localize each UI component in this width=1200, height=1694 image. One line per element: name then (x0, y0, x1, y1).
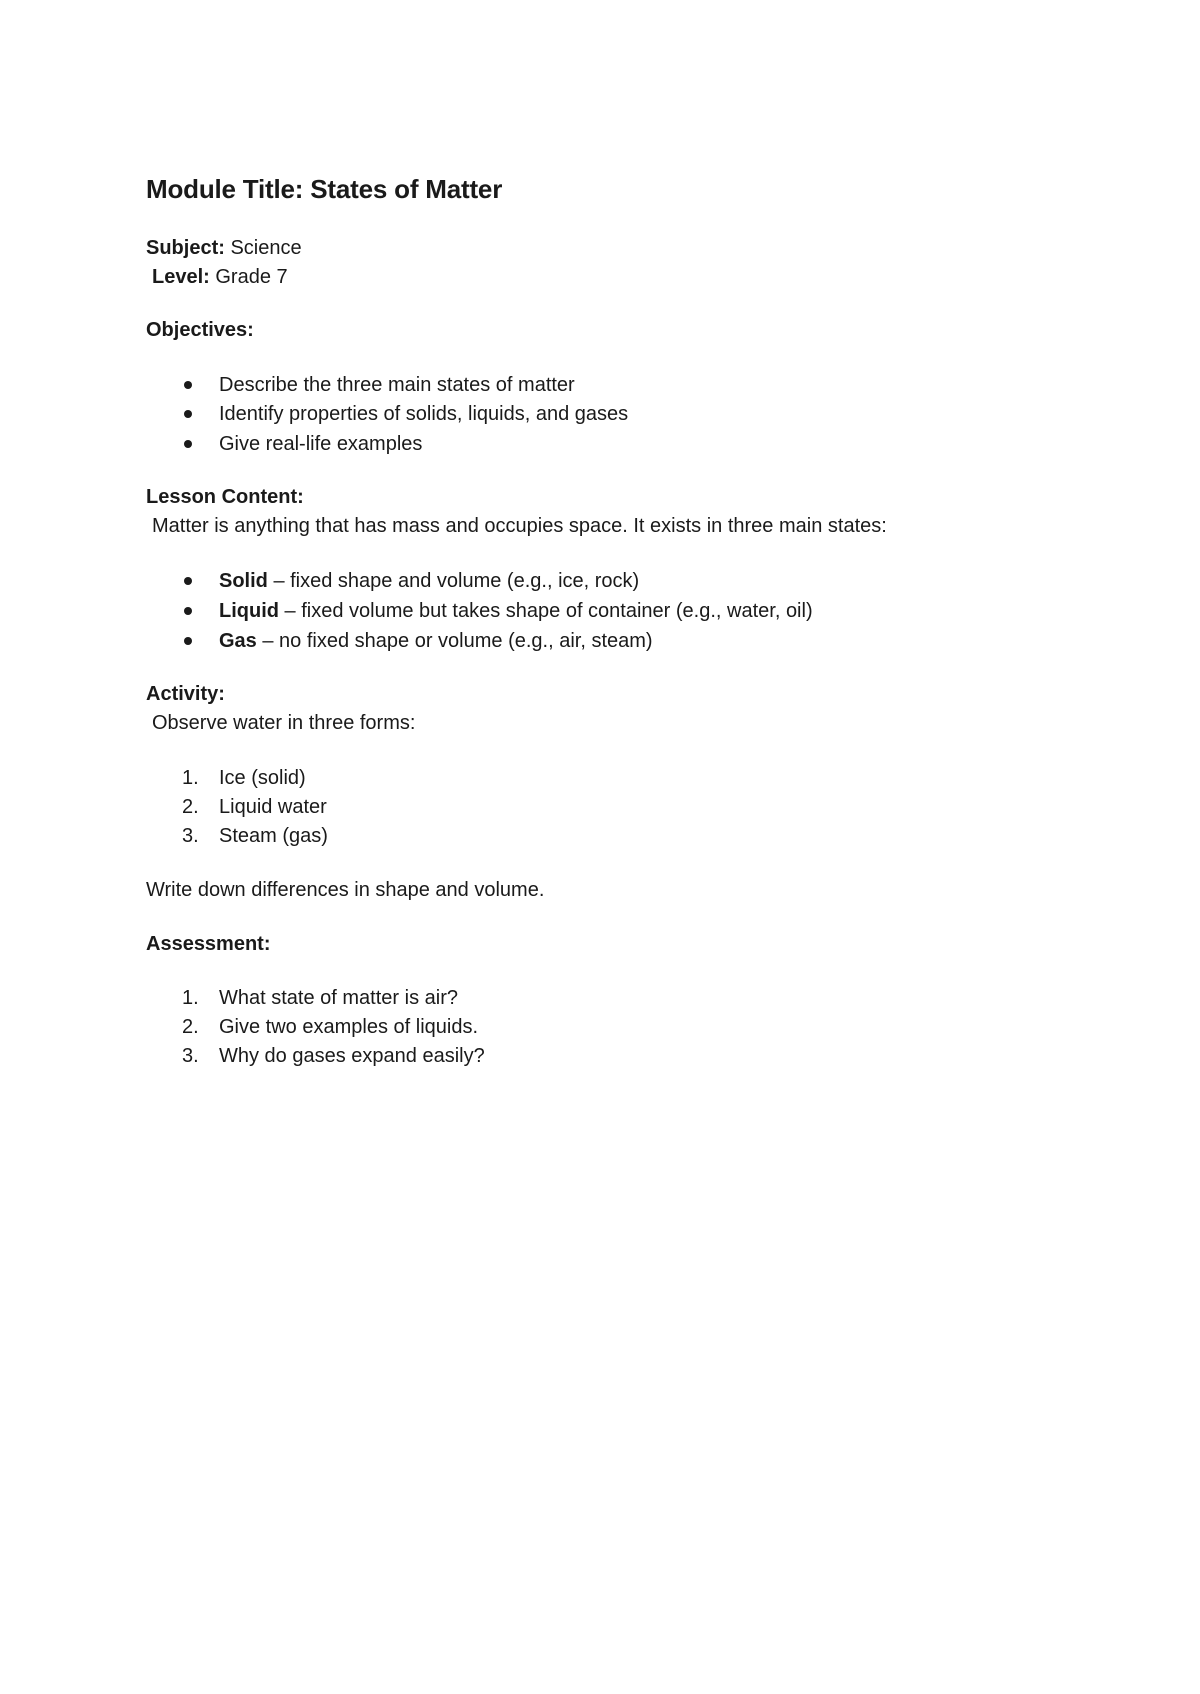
level-line (152, 265, 288, 289)
list-number: 2. (182, 796, 199, 818)
assessment-item: Why do gases expand easily? (219, 1045, 485, 1067)
state-desc: – fixed volume but takes shape of container (e.g., water, oil) (278, 600, 813, 622)
bullet-icon (184, 440, 192, 448)
state-item-gas (219, 629, 653, 653)
assessment-item: What state of matter is air? (219, 987, 458, 1009)
state-desc: – fixed shape and volume (e.g., ice, rock) (267, 570, 640, 592)
objective-item: Identify properties of solids, liquids, and gases (219, 403, 629, 425)
bullet-icon (184, 607, 192, 615)
list-number: 3. (182, 825, 199, 847)
state-item-liquid (219, 599, 813, 623)
bullet-icon (184, 637, 192, 645)
subject-label: Subject: (146, 237, 225, 259)
activity-instruction: Write down differences in shape and volume. (146, 879, 545, 901)
list-number: 1. (182, 767, 199, 789)
assessment-item: Give two examples of liquids. (219, 1016, 479, 1038)
lesson-intro: Matter is anything that has mass and occupies space. It exists in three main states: (152, 515, 887, 537)
list-number: 1. (182, 987, 199, 1009)
bullet-icon (184, 410, 192, 418)
list-number: 2. (182, 1016, 199, 1038)
subject-value: Science (230, 237, 302, 259)
state-term: Gas (219, 630, 257, 652)
state-term: Liquid (219, 600, 279, 622)
objective-item: Give real-life examples (219, 433, 423, 455)
activity-item: Ice (solid) (219, 767, 306, 789)
list-number: 3. (182, 1045, 199, 1067)
activity-intro: Observe water in three forms: (152, 712, 416, 734)
activity-item: Steam (gas) (219, 825, 328, 847)
objective-item: Describe the three main states of matter (219, 374, 575, 396)
assessment-heading: Assessment: (146, 933, 271, 955)
level-label: Level: (152, 266, 210, 288)
state-desc: – no fixed shape or volume (e.g., air, steam) (256, 630, 653, 652)
level-value: Grade 7 (215, 266, 288, 288)
state-item-solid (219, 569, 639, 593)
bullet-icon (184, 577, 192, 585)
activity-item: Liquid water (219, 796, 327, 818)
objectives-heading: Objectives: (146, 319, 254, 341)
state-term: Solid (219, 570, 268, 592)
activity-heading: Activity: (146, 683, 225, 705)
bullet-icon (184, 381, 192, 389)
subject-line (146, 236, 302, 260)
module-title: Module Title: States of Matter (146, 174, 503, 204)
lesson-content-heading: Lesson Content: (146, 486, 304, 508)
